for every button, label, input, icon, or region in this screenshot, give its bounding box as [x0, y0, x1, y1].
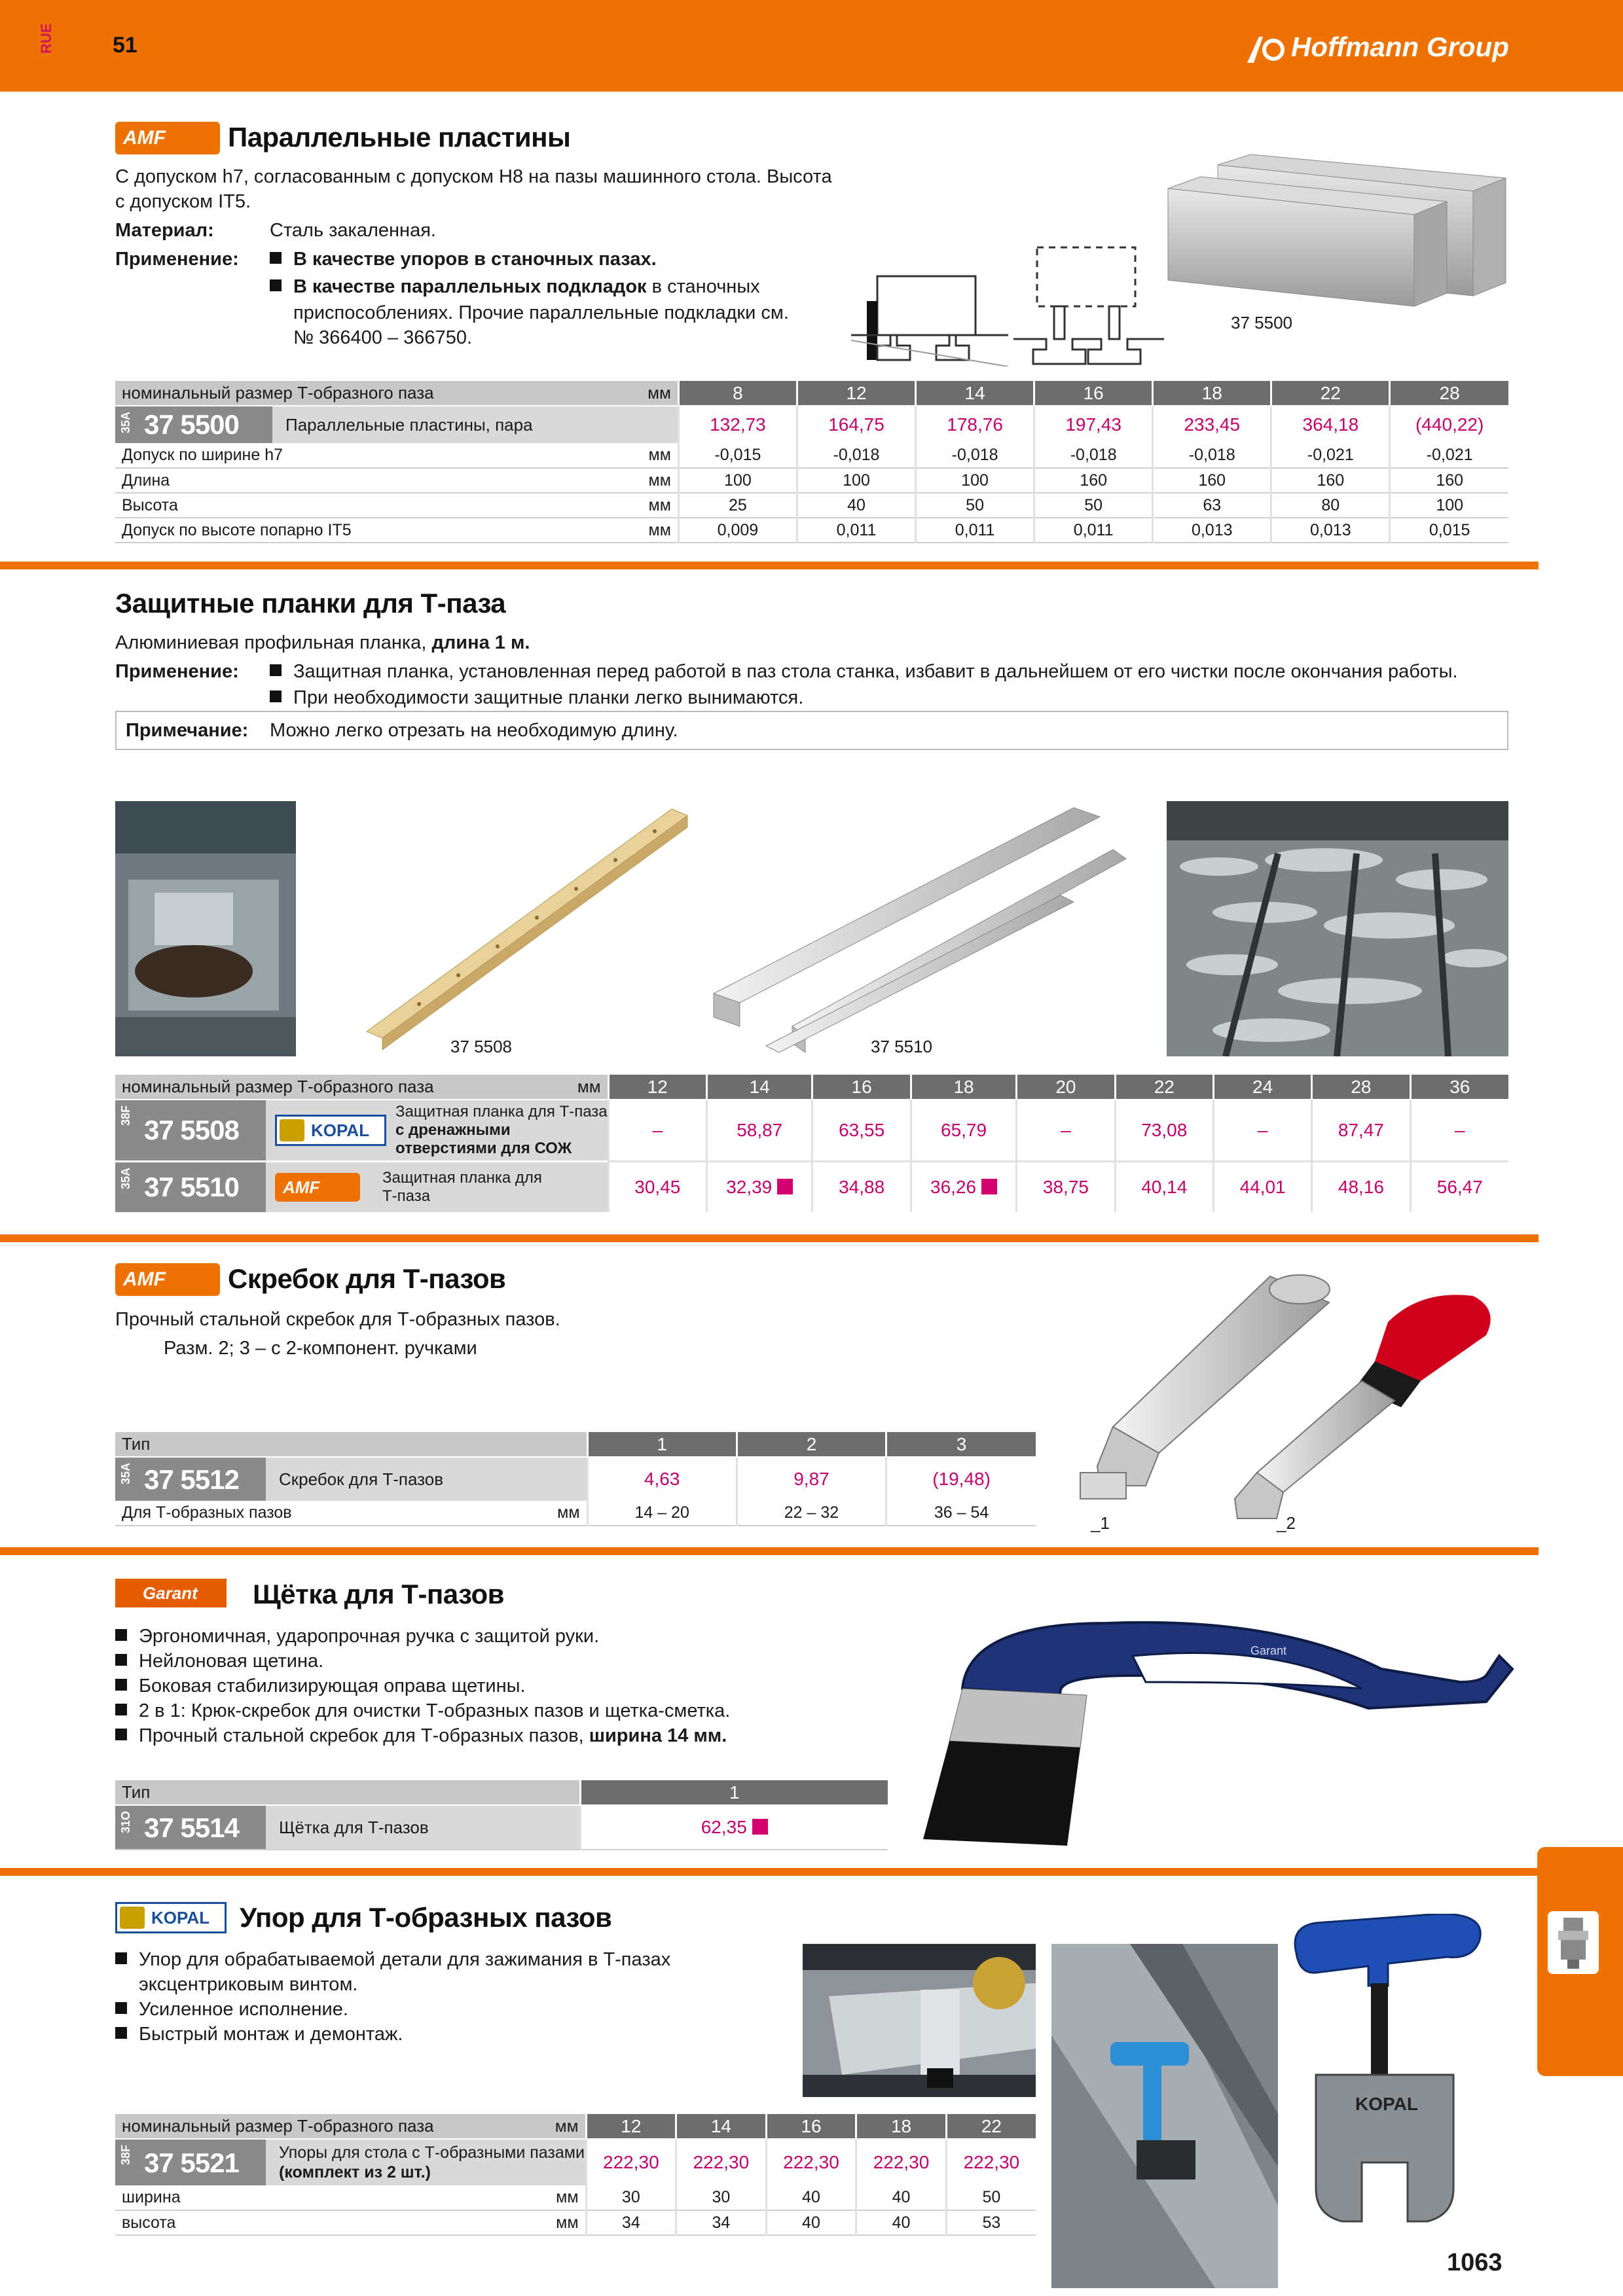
size-cell: 28: [1312, 1075, 1410, 1100]
size-cell: 18: [1153, 381, 1271, 406]
feature-item: 2 в 1: Крюк-скребок для очистки Т-образных пазов и щетка-сметка.: [115, 1698, 730, 1724]
catalog-page: 35A: [119, 1463, 132, 1485]
price-cell: 164,75: [797, 406, 915, 443]
price-cell: 73,08: [1115, 1100, 1213, 1162]
value-cell: 36 – 54: [886, 1501, 1036, 1526]
price-cell: (440,22): [1390, 406, 1508, 443]
value-cell: 160: [1153, 468, 1271, 493]
bullet-icon: [270, 279, 282, 291]
parallel-plates-image: [1165, 152, 1519, 309]
value-cell: 160: [1034, 468, 1153, 493]
price-cell: 48,16: [1312, 1162, 1410, 1213]
page-number-bottom: 1063: [1447, 2249, 1503, 2276]
desc-line: Алюминиевая профильная планка, длина 1 м.: [115, 632, 530, 653]
feature-item: Быстрый монтаж и демонтаж.: [115, 2021, 403, 2047]
row-unit: мм: [632, 493, 678, 518]
value-cell: 0,013: [1271, 518, 1390, 543]
header-unit: мм: [560, 1075, 608, 1100]
application-item: При необходимости защитные планки легко вынимаются.: [270, 685, 803, 711]
value-cell: 40: [766, 2185, 856, 2210]
section-title-scraper: Скребок для Т-пазов: [228, 1263, 506, 1294]
row-unit: мм: [541, 1501, 587, 1526]
t-slot-stop-diagram: [851, 268, 1008, 367]
header-label: Тип: [115, 1780, 580, 1805]
type-cell: 2: [737, 1432, 886, 1457]
header-label: номинальный размер Т-образного паза: [115, 381, 632, 406]
type-cell: 3: [886, 1432, 1036, 1457]
value-cell: -0,021: [1271, 443, 1390, 468]
size-cell: 16: [812, 1075, 911, 1100]
new-marker-icon: [981, 1179, 997, 1194]
application-label: Применение:: [115, 249, 239, 270]
bullet-icon: [115, 1654, 127, 1666]
section-divider: [0, 1868, 1539, 1876]
value-cell: 40: [856, 2185, 947, 2210]
row-unit: мм: [540, 2210, 586, 2235]
article-number: 37 5514: [144, 1812, 239, 1843]
bullet-icon: [270, 252, 282, 264]
application-item: Защитная планка, установленная перед работой в паз стола станка, избавит в дальнейшем от его чистки после окончания работы.: [270, 658, 1458, 685]
price-cell: 40,14: [1115, 1162, 1213, 1213]
article-row-head: [115, 1805, 580, 1850]
catalog-page: 38F: [119, 1105, 132, 1126]
size-cell: 14: [706, 1075, 812, 1100]
bullet-icon: [115, 1679, 127, 1691]
image-caption: _1: [1091, 1513, 1110, 1533]
price-cell: 87,47: [1312, 1100, 1410, 1162]
desc-line: Разм. 2; 3 – с 2-компонент. ручками: [164, 1338, 477, 1359]
chips-on-table-photo: [1167, 801, 1508, 1056]
feature-item-cont: эксцентриковым винтом.: [139, 1974, 358, 1995]
value-cell: 0,011: [797, 518, 915, 543]
value-cell: 34: [586, 2210, 676, 2235]
desc-line: Прочный стальной скребок для Т-образных пазов.: [115, 1309, 560, 1330]
note-value: Можно легко отрезать на необходимую длину.: [270, 720, 678, 741]
size-cell: 16: [1034, 381, 1153, 406]
slot-guard-375510-image: [707, 804, 1126, 1066]
price-cell: 364,18: [1271, 406, 1390, 443]
value-cell: 160: [1390, 468, 1508, 493]
article-row-head: [115, 2139, 586, 2185]
value-cell: 100: [678, 468, 797, 493]
row-label: ширина: [115, 2185, 540, 2210]
amf-logo: AMF: [275, 1173, 360, 1202]
bullet-icon: [270, 664, 282, 676]
type-cell: 1: [580, 1780, 888, 1805]
value-cell: -0,018: [916, 443, 1034, 468]
article-number-cell[interactable]: [115, 1806, 266, 1849]
article-row-head: [115, 1162, 608, 1213]
section-divider: [0, 562, 1539, 569]
header-label: Тип: [115, 1432, 541, 1457]
value-cell: 160: [1271, 468, 1390, 493]
price-cell: 9,87: [737, 1457, 886, 1501]
price-cell: (19,48): [886, 1457, 1036, 1501]
amf-logo: AMF: [115, 1263, 220, 1296]
price-cell: 30,45: [608, 1162, 706, 1213]
price-cell: –: [608, 1100, 706, 1162]
language-code: RUE: [38, 23, 54, 54]
section-title-guards: Защитные планки для Т-паза: [115, 588, 506, 619]
spec-table-375514: [115, 1780, 888, 1850]
value-cell: 50: [1034, 493, 1153, 518]
application-item-cont: приспособлениях. Прочие параллельные подкладки см.: [293, 302, 789, 323]
catalog-page: 35A: [119, 412, 132, 434]
section-divider: [0, 1547, 1539, 1555]
note-label: Примечание:: [126, 720, 249, 741]
article-number: 37 5500: [144, 409, 239, 440]
price-cell: 58,87: [706, 1100, 812, 1162]
value-cell: 22 – 32: [737, 1501, 886, 1526]
scraper-2-image: [1224, 1283, 1499, 1532]
size-cell: 14: [916, 381, 1034, 406]
value-cell: 0,011: [916, 518, 1034, 543]
value-cell: 30: [586, 2185, 676, 2210]
bullet-icon: [115, 2027, 127, 2039]
row-label: Допуск по ширине h7: [115, 443, 632, 468]
price-cell: 56,47: [1410, 1162, 1508, 1213]
machine-table-photo: [115, 801, 296, 1056]
feature-item: Прочный стальной скребок для Т-образных пазов, ширина 14 мм.: [115, 1723, 727, 1749]
kopal-logo: KOPAL: [275, 1115, 386, 1146]
bullet-icon: [115, 1729, 127, 1740]
application-item: В качестве упоров в станочных пазах.: [270, 246, 657, 272]
price-cell: 233,45: [1153, 406, 1271, 443]
feature-item: Боковая стабилизирующая оправа щетины.: [115, 1673, 526, 1699]
spec-table-375512: [115, 1432, 1036, 1526]
price-cell: 65,79: [911, 1100, 1016, 1162]
size-cell: 22: [1115, 1075, 1213, 1100]
value-cell: 40: [766, 2210, 856, 2235]
garant-logo: Garant: [115, 1579, 227, 1607]
value-cell: 0,009: [678, 518, 797, 543]
price-cell: 197,43: [1034, 406, 1153, 443]
price-cell: 178,76: [916, 406, 1034, 443]
value-cell: 80: [1271, 493, 1390, 518]
row-unit: мм: [540, 2185, 586, 2210]
value-cell: -0,018: [797, 443, 915, 468]
hoffmann-logo-icon: [1247, 33, 1285, 64]
value-cell: 40: [856, 2210, 947, 2235]
price-cell: 222,30: [586, 2139, 676, 2185]
size-cell: 12: [797, 381, 915, 406]
size-cell: 8: [678, 381, 797, 406]
size-cell: 14: [676, 2114, 767, 2139]
bullet-icon: [115, 1629, 127, 1641]
header-label: номинальный размер Т-образного паза: [115, 1075, 560, 1100]
price-cell: 222,30: [766, 2139, 856, 2185]
size-cell: 22: [946, 2114, 1036, 2139]
article-description: Параллельные пластины, пара: [285, 414, 533, 435]
t-slot-parallel-diagram: [1013, 243, 1164, 368]
article-description: Щётка для Т-пазов: [279, 1817, 429, 1837]
article-number: 37 5512: [144, 1464, 239, 1495]
stop-body-label: KOPAL: [1355, 2094, 1418, 2114]
header-label: номинальный размер Т-образного паза: [115, 2114, 540, 2139]
value-cell: 0,011: [1034, 518, 1153, 543]
price-cell: –: [1410, 1100, 1508, 1162]
clamping-tools-icon: [1548, 1911, 1599, 1974]
header-unit: мм: [632, 381, 678, 406]
row-label: Высота: [115, 493, 632, 518]
type-cell: 1: [587, 1432, 737, 1457]
row-label: Допуск по высоте попарно IT5: [115, 518, 632, 543]
image-caption: 37 5500: [1231, 313, 1292, 332]
article-description: Защитная планка для Т-паза с дренажными отверстиями для СОЖ: [395, 1103, 608, 1157]
article-description: Защитная планка для Т-паза: [382, 1169, 542, 1205]
section-divider: [0, 1234, 1539, 1242]
price-cell: –: [1017, 1100, 1115, 1162]
bullet-icon: [115, 1704, 127, 1715]
row-label: Длина: [115, 468, 632, 493]
value-cell: -0,021: [1390, 443, 1508, 468]
value-cell: 25: [678, 493, 797, 518]
value-cell: -0,018: [1153, 443, 1271, 468]
size-cell: 12: [586, 2114, 676, 2139]
value-cell: 50: [916, 493, 1034, 518]
article-number-cell[interactable]: [115, 1162, 266, 1212]
image-caption: 37 5510: [871, 1037, 932, 1056]
application-item: В качестве параллельных подкладок в станочных: [270, 274, 760, 300]
row-unit: мм: [632, 518, 678, 543]
article-row-head: [115, 1457, 587, 1501]
article-row-head: [115, 1100, 608, 1162]
price-cell: 222,30: [946, 2139, 1036, 2185]
spec-table-375500: [115, 381, 1508, 543]
image-caption: _2: [1277, 1513, 1296, 1533]
bullet-icon: [115, 2002, 127, 2014]
desc-line: с допуском IT5.: [115, 191, 251, 212]
value-cell: 100: [1390, 493, 1508, 518]
value-cell: 63: [1153, 493, 1271, 518]
value-cell: -0,018: [1034, 443, 1153, 468]
row-unit: мм: [632, 468, 678, 493]
size-cell: 36: [1410, 1075, 1508, 1100]
header-spacer: [541, 1432, 587, 1457]
image-caption: 37 5508: [450, 1037, 512, 1056]
stop-in-use-photo: [803, 1944, 1036, 2097]
value-cell: 30: [676, 2185, 767, 2210]
spec-table-slot-guards: [115, 1075, 1508, 1212]
catalog-page: 35A: [119, 1168, 132, 1190]
t-slot-brush-image: [910, 1597, 1519, 1846]
article-row-head: [115, 406, 678, 443]
value-cell: 100: [797, 468, 915, 493]
value-cell: 14 – 20: [587, 1501, 737, 1526]
value-cell: 34: [676, 2210, 767, 2235]
price-cell: 44,01: [1213, 1162, 1311, 1213]
row-label: Для Т-образных пазов: [115, 1501, 541, 1526]
size-cell: 22: [1271, 381, 1390, 406]
application-label: Применение:: [115, 661, 239, 682]
desc-line: С допуском h7, согласованным с допуском H8 на пазы машинного стола. Высота: [115, 166, 832, 187]
row-label: высота: [115, 2210, 540, 2235]
new-marker-icon: [777, 1179, 793, 1194]
value-cell: 40: [797, 493, 915, 518]
material-value: Сталь закаленная.: [270, 220, 436, 241]
bullet-icon: [270, 691, 282, 702]
price-cell: 222,30: [676, 2139, 767, 2185]
article-number-cell[interactable]: [115, 2140, 266, 2185]
value-cell: 100: [916, 468, 1034, 493]
feature-item: Упор для обрабатываемой детали для зажимания в Т-пазах: [115, 1946, 670, 1973]
size-cell: 24: [1213, 1075, 1311, 1100]
value-cell: 53: [946, 2210, 1036, 2235]
catalog-page: 31O: [119, 1811, 132, 1834]
value-cell: -0,015: [678, 443, 797, 468]
article-number: 37 5508: [144, 1115, 239, 1145]
size-cell: 18: [911, 1075, 1016, 1100]
catalog-page: 38F: [119, 2145, 132, 2166]
size-cell: 16: [766, 2114, 856, 2139]
t-slot-stop-image: [1290, 1914, 1486, 2241]
header-unit: мм: [540, 2114, 586, 2139]
slot-guard-375508-image: [367, 805, 694, 1054]
material-label: Материал:: [115, 220, 214, 241]
feature-item: Усиленное исполнение.: [115, 1996, 348, 2022]
feature-item: Эргономичная, ударопрочная ручка с защитой руки.: [115, 1623, 599, 1649]
price-cell-with-marker: 62,35: [580, 1805, 888, 1850]
new-marker-icon: [752, 1819, 768, 1835]
price-cell: 38,75: [1017, 1162, 1115, 1213]
value-cell: 50: [946, 2185, 1036, 2210]
size-cell: 20: [1017, 1075, 1115, 1100]
value-cell: 0,013: [1153, 518, 1271, 543]
article-number: 37 5510: [144, 1172, 239, 1202]
section-title-brush: Щётка для Т-пазов: [253, 1579, 504, 1609]
article-number: 37 5521: [144, 2147, 239, 2178]
price-cell: –: [1213, 1100, 1311, 1162]
section-title-parallels: Параллельные пластины: [228, 122, 571, 152]
price-cell: 132,73: [678, 406, 797, 443]
row-unit: мм: [632, 443, 678, 468]
price-cell: 4,63: [587, 1457, 737, 1501]
amf-logo: AMF: [115, 122, 220, 154]
value-cell: 0,015: [1390, 518, 1508, 543]
size-cell: 18: [856, 2114, 947, 2139]
article-description: Скребок для Т-пазов: [279, 1469, 444, 1489]
price-cell: 34,88: [812, 1162, 911, 1213]
price-cell: 63,55: [812, 1100, 911, 1162]
feature-item: Нейлоновая щетина.: [115, 1648, 323, 1674]
page-number-top: 51: [113, 33, 137, 58]
size-cell: 12: [608, 1075, 706, 1100]
price-cell-with-marker: 36,26: [911, 1162, 1016, 1213]
spec-table-375521: [115, 2114, 1036, 2236]
price-cell: 222,30: [856, 2139, 947, 2185]
kopal-logo: KOPAL: [115, 1902, 227, 1933]
size-cell: 28: [1390, 381, 1508, 406]
article-number-cell[interactable]: [115, 1100, 266, 1160]
brand-name: Hoffmann Group: [1291, 31, 1509, 62]
section-title-stop: Упор для Т-образных пазов: [240, 1902, 612, 1933]
bullet-icon: [115, 1952, 127, 1964]
article-number-cell[interactable]: [115, 406, 272, 443]
price-cell-with-marker: 32,39: [706, 1162, 812, 1213]
brush-handle-label: Garant: [1250, 1644, 1287, 1657]
article-description: Упоры для стола с Т-образными пазами (комплект из 2 шт.): [279, 2144, 585, 2181]
application-item-cont: № 366400 – 366750.: [293, 327, 473, 348]
article-number-cell[interactable]: [115, 1458, 266, 1501]
stop-on-table-photo: [1051, 1944, 1278, 2288]
